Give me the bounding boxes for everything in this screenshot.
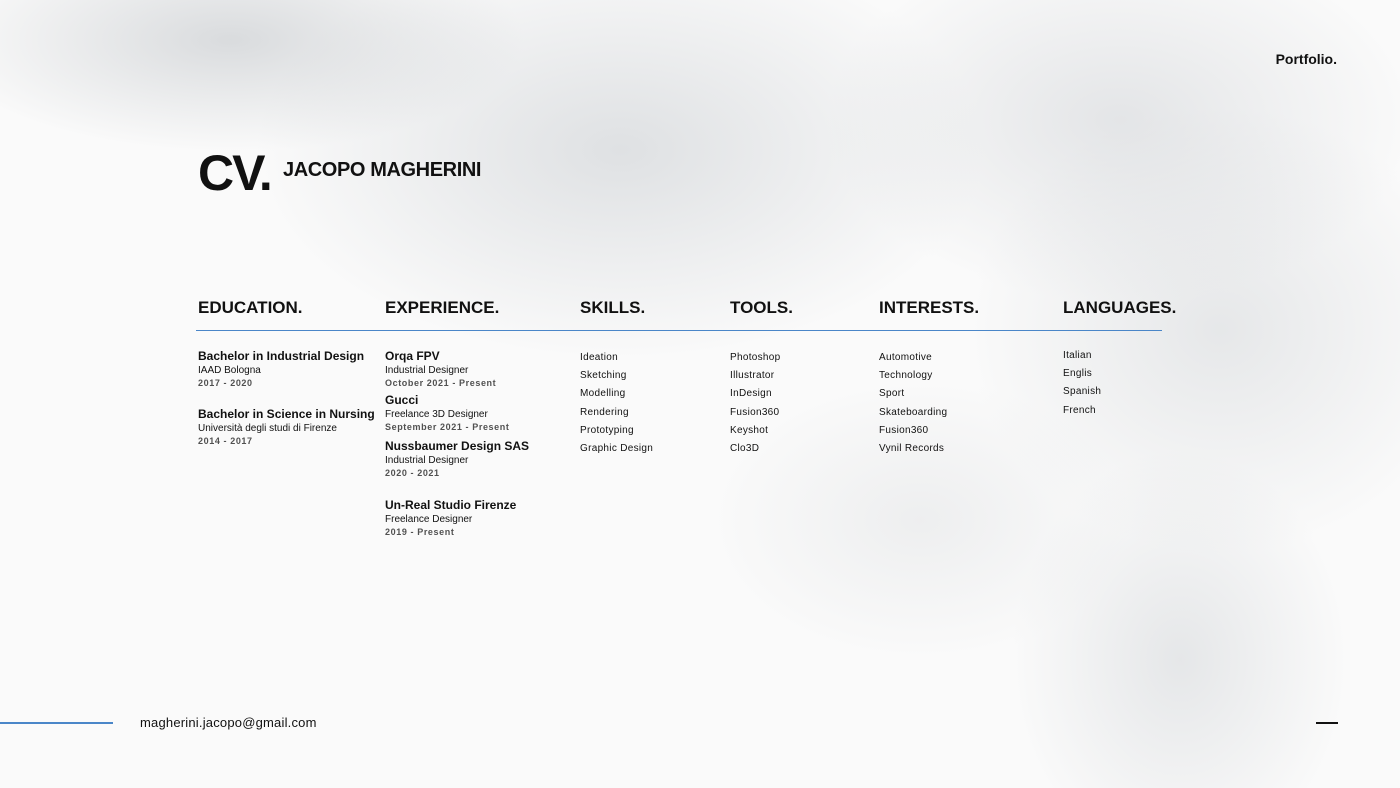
experience-column	[385, 349, 575, 539]
skill-item: Sketching	[580, 370, 627, 382]
interests-list	[879, 349, 947, 458]
skill-item: Modelling	[580, 388, 626, 400]
email-address[interactable]: magherini.jacopo@gmail.com	[140, 715, 317, 730]
experience-dates: 2019 - Present	[385, 527, 455, 537]
section-divider	[196, 330, 1162, 331]
tool-item: Photoshop	[730, 352, 781, 363]
experience-role: Freelance Designer	[385, 514, 473, 525]
heading-tools: TOOLS.	[730, 298, 793, 317]
experience-role: Freelance 3D Designer	[385, 409, 488, 420]
experience-dates: September 2021 - Present	[385, 422, 510, 432]
experience-company: Gucci	[385, 393, 419, 407]
interest-item: Skateboarding	[879, 406, 948, 418]
education-entry	[198, 407, 378, 448]
education-entry	[198, 349, 378, 390]
education-dates: 2014 - 2017	[198, 436, 253, 446]
tool-item: Illustrator	[730, 370, 775, 382]
experience-entry	[385, 349, 575, 390]
person-name: JACOPO MAGHERINI	[283, 159, 482, 181]
skill-item: Ideation	[580, 352, 618, 363]
experience-role: Industrial Designer	[385, 455, 469, 466]
language-item: French	[1063, 404, 1096, 416]
experience-entry	[385, 498, 575, 539]
interest-item: Fusion360	[879, 424, 929, 436]
skill-item: Prototyping	[580, 424, 634, 436]
experience-company: Nussbaumer Design SAS	[385, 439, 530, 453]
education-dates: 2017 - 2020	[198, 378, 253, 388]
tool-item: InDesign	[730, 388, 772, 400]
tools-list	[730, 349, 781, 458]
experience-dates: October 2021 - Present	[385, 378, 497, 388]
portfolio-label: Portfolio.	[1275, 51, 1337, 67]
education-institution: IAAD Bologna	[198, 365, 261, 376]
tool-item: Fusion360	[730, 406, 780, 418]
education-institution: Università degli studi di Firenze	[198, 423, 337, 434]
heading-skills: SKILLS.	[580, 298, 646, 317]
education-title: Bachelor in Science in Nursing	[198, 407, 375, 421]
experience-company: Un-Real Studio Firenze	[385, 498, 517, 512]
heading-interests: INTERESTS.	[879, 298, 980, 317]
skill-item: Rendering	[580, 406, 629, 418]
heading-experience: EXPERIENCE.	[385, 298, 500, 317]
interest-item: Sport	[879, 388, 905, 400]
cv-title: CV.	[198, 145, 271, 201]
experience-company: Orqa FPV	[385, 349, 440, 363]
experience-dates: 2020 - 2021	[385, 468, 440, 478]
experience-entry	[385, 439, 575, 480]
tool-item: Clo3D	[730, 443, 760, 455]
language-item: Italian	[1063, 350, 1092, 361]
skill-item: Graphic Design	[580, 443, 654, 455]
education-column	[198, 349, 378, 448]
interest-item: Technology	[879, 370, 933, 382]
interest-item: Automotive	[879, 352, 933, 363]
dash-icon	[1316, 722, 1338, 724]
skills-list	[580, 349, 653, 458]
language-item: Spanish	[1063, 386, 1102, 398]
language-item: Englis	[1063, 368, 1093, 380]
accent-line	[0, 722, 113, 724]
experience-role: Industrial Designer	[385, 365, 469, 376]
tool-item: Keyshot	[730, 424, 769, 436]
education-title: Bachelor in Industrial Design	[198, 349, 365, 363]
languages-list	[1063, 347, 1101, 420]
heading-languages: LANGUAGES.	[1063, 298, 1177, 317]
interest-item: Vynil Records	[879, 443, 945, 455]
heading-education: EDUCATION.	[198, 298, 303, 317]
experience-entry	[385, 393, 575, 434]
